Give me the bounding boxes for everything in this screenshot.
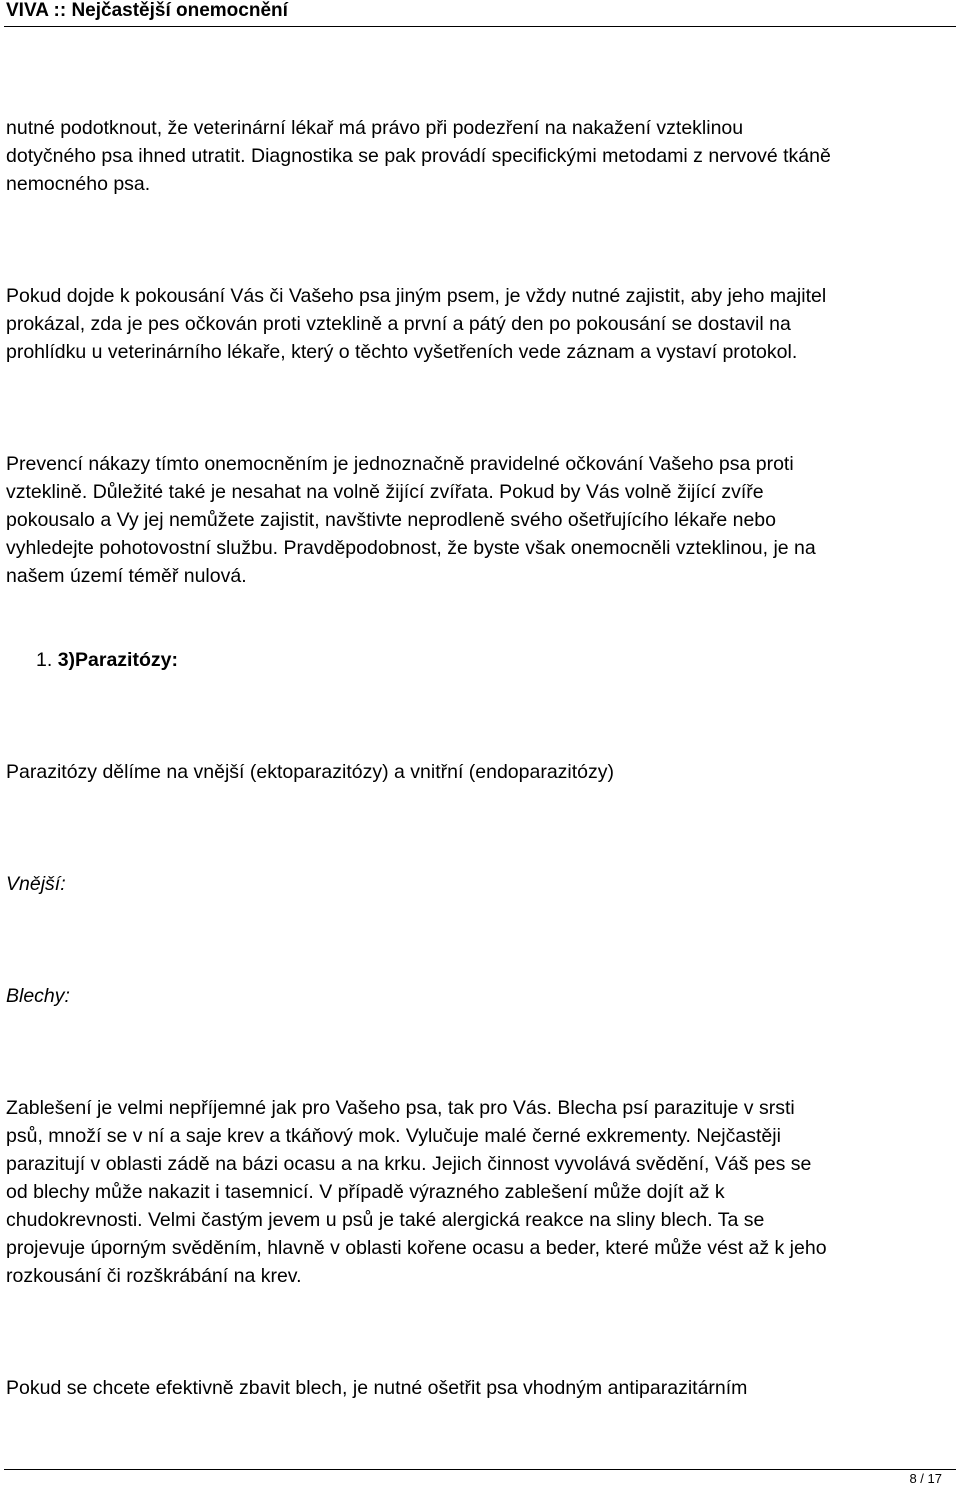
text-line: nutné podotknout, že veterinární lékař má právo při podezření na nakažení vzteklinou	[6, 117, 744, 139]
text-line: Parazitózy dělíme na vnější (ektoparazitózy) a vnitřní (endoparazitózy)	[6, 761, 615, 783]
text-line: prohlídku u veterinárního lékaře, který o těchto vyšetřeních vede záznam a vystaví protokol.	[6, 341, 798, 363]
text-line: našem území téměř nulová.	[6, 565, 247, 587]
list-number: 1.	[36, 649, 53, 671]
paragraph-prevention	[6, 450, 956, 590]
paragraph-rabies-euthanasia	[6, 114, 956, 198]
paragraph-parasitoses-intro	[6, 758, 956, 786]
text-line: Prevencí nákazy tímto onemocněním je jednoznačně pravidelné očkování Vašeho psa proti	[6, 453, 794, 475]
text-line: pokousalo a Vy jej nemůžete zajistit, navštivte neprodleně svého ošetřujícího lékaře nebo	[6, 509, 776, 531]
text-line: vzteklině. Důležité také je nesahat na volně žijící zvířata. Pokud by Vás volně žijící zvíře	[6, 481, 764, 503]
text-line: nemocného psa.	[6, 173, 151, 195]
paragraph-bite-procedure	[6, 282, 956, 366]
paragraph-fleas	[6, 1094, 956, 1290]
text-line: psů, množí se v ní a saje krev a tkáňový mok. Vylučuje malé černé exkrementy. Nejčastěji	[6, 1125, 781, 1147]
text-line: Zablešení je velmi nepříjemné jak pro Vašeho psa, tak pro Vás. Blecha psí parazituje v srsti	[6, 1097, 795, 1119]
footer-divider	[4, 1469, 956, 1470]
subheading-fleas: Blechy:	[6, 985, 70, 1007]
page-number: 8 / 17	[909, 1471, 942, 1486]
page-header-title: VIVA :: Nejčastější onemocnění	[6, 0, 288, 21]
text-line: prokázal, zda je pes očkován proti vzteklině a první a pátý den po pokousání se dostavil na	[6, 313, 791, 335]
text-line: Pokud se chcete efektivně zbavit blech, je nutné ošetřit psa vhodným antiparazitárním	[6, 1377, 748, 1399]
header-divider	[4, 26, 956, 27]
text-line: rozkousání či rozškrábání na krev.	[6, 1265, 302, 1287]
text-line: parazitují v oblasti zádě na bázi ocasu a na krku. Jejich činnost vyvolává svědění, Váš pes se	[6, 1153, 812, 1175]
text-line: projevuje úporným svěděním, hlavně v oblasti kořene ocasu a beder, které může vést až k jeho	[6, 1237, 827, 1259]
section-heading-label: 3)Parazitózy:	[57, 649, 178, 671]
text-line: dotyčného psa ihned utratit. Diagnostika se pak provádí specifickými metodami z nervové tkáně	[6, 145, 831, 167]
paragraph-flea-treatment	[6, 1374, 956, 1402]
text-line: od blechy může nakazit i tasemnicí. V případě výrazného zablešení může dojít až k	[6, 1181, 725, 1203]
text-line: chudokrevnosti. Velmi častým jevem u psů je také alergická reakce na sliny blech. Ta se	[6, 1209, 765, 1231]
text-line: vyhledejte pohotovostní službu. Pravděpodobnost, že byste však onemocněli vzteklinou, je na	[6, 537, 816, 559]
section-heading	[6, 646, 178, 674]
text-line: Pokud dojde k pokousání Vás či Vašeho psa jiným psem, je vždy nutné zajistit, aby jeho majitel	[6, 285, 827, 307]
subheading-external: Vnější:	[6, 873, 66, 895]
